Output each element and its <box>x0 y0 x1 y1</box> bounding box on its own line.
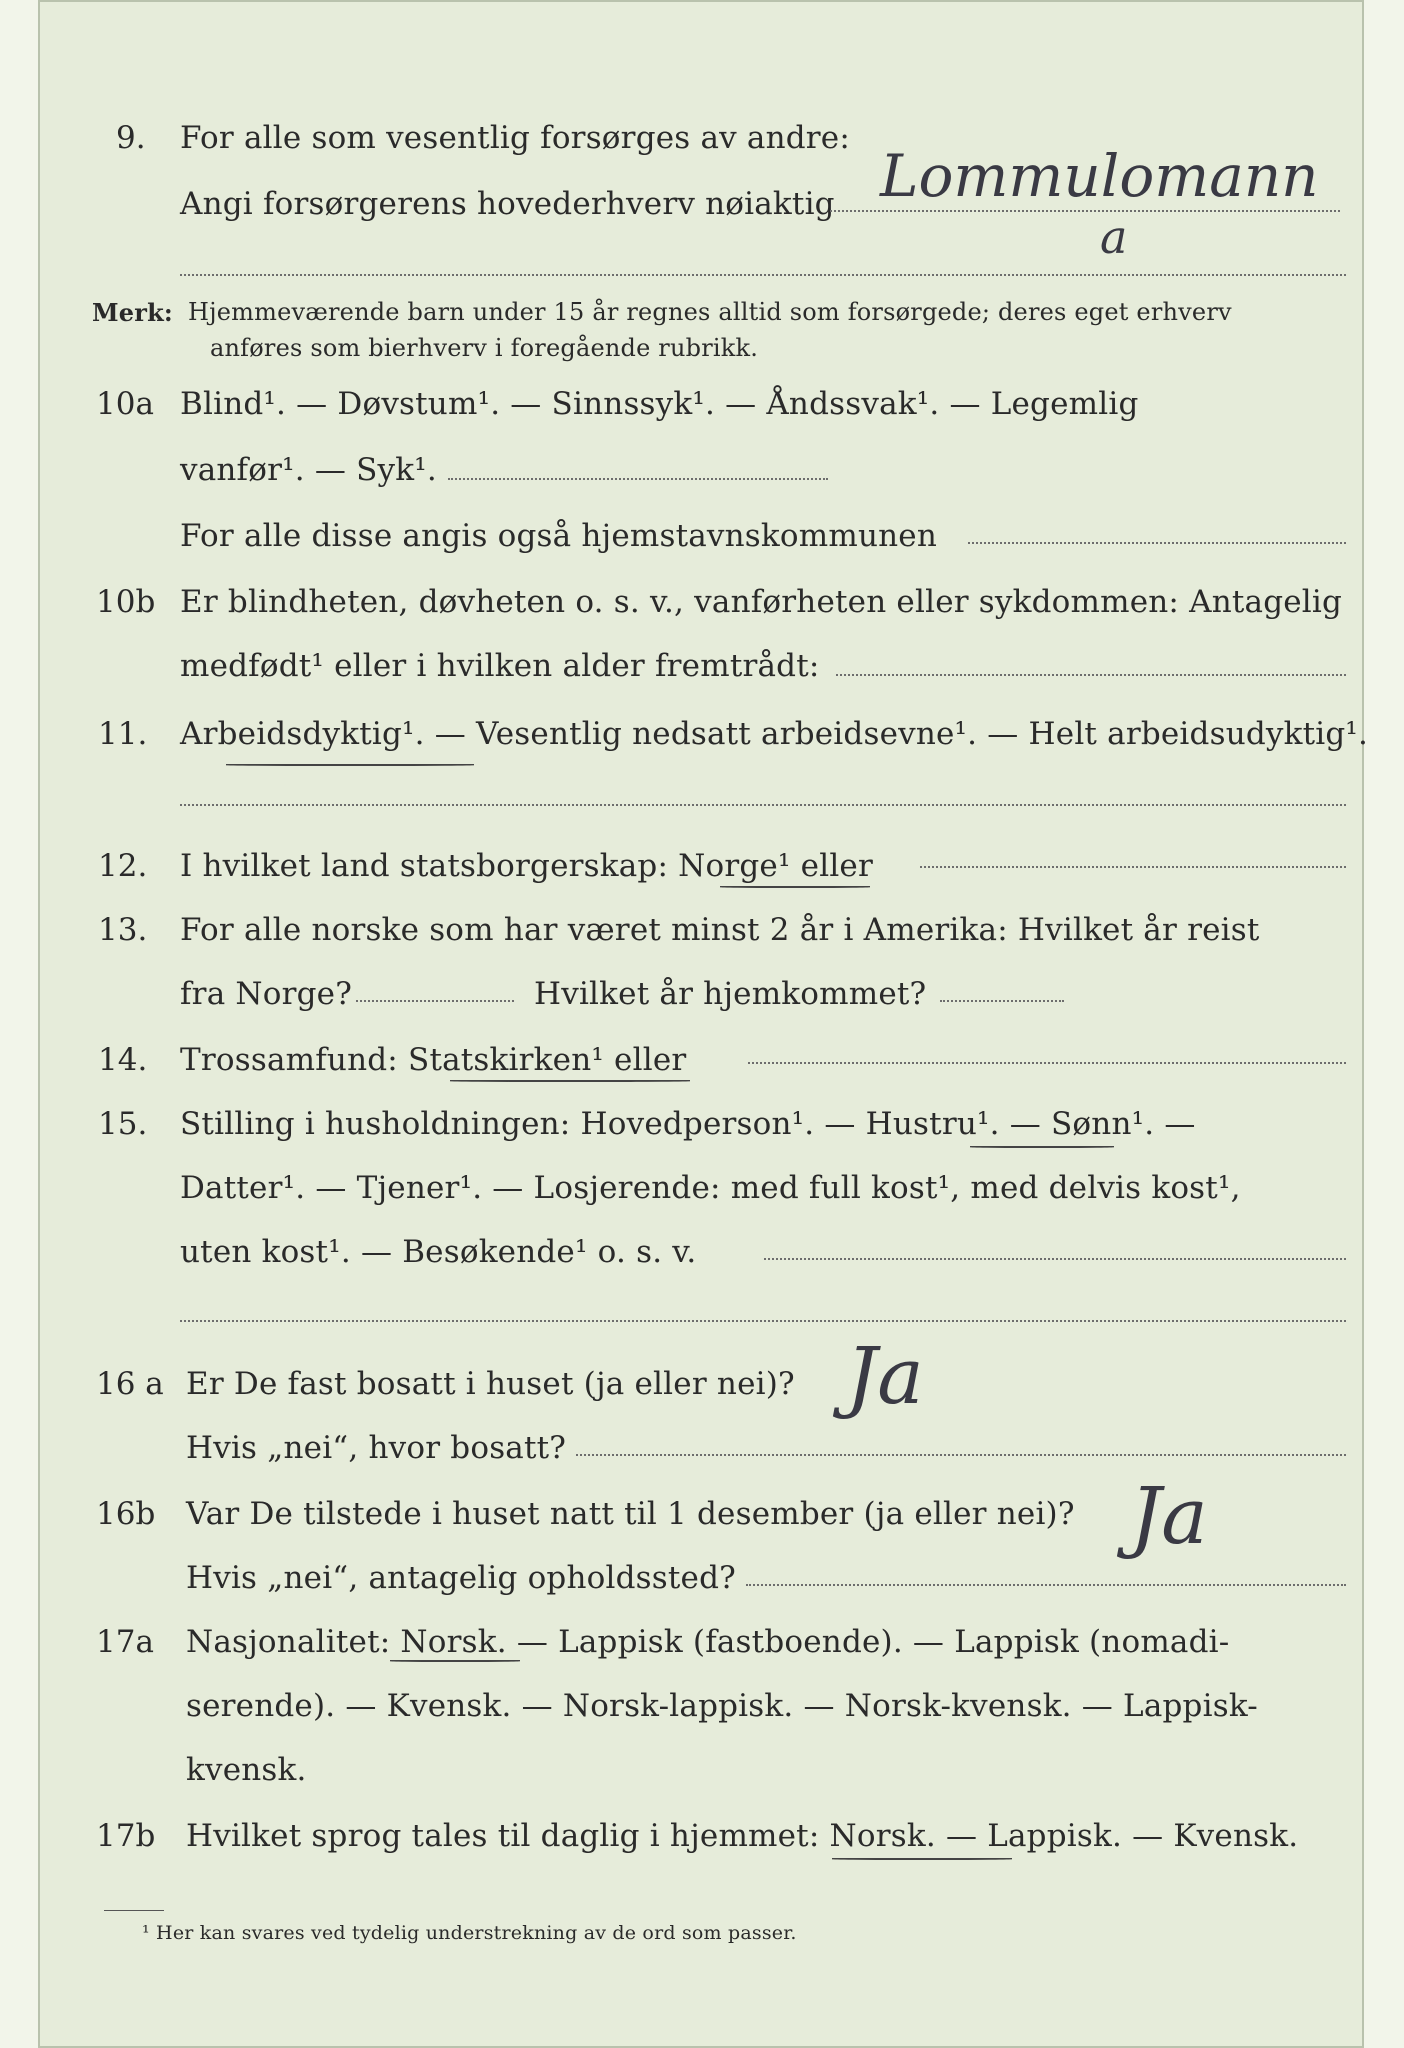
q15-line3-blank <box>764 1258 1346 1260</box>
q13-line2b: Hvilket år hjemkommet? <box>534 976 927 1012</box>
q15-underline-mark <box>970 1146 1114 1148</box>
q16b-line2-blank <box>746 1584 1346 1586</box>
merk-label: Merk: <box>92 298 173 327</box>
q13-number: 13. <box>98 912 148 948</box>
q10a-line1: Blind¹. — Døvstum¹. — Sinnssyk¹. — Åndssvak¹. — Legemlig <box>180 386 1139 422</box>
q13-line1: For alle norske som har været minst 2 år i Amerika: Hvilket år reist <box>180 912 1260 948</box>
q9-handwritten-answer: Lommulomann <box>880 142 1319 210</box>
q14-line1: Trossamfund: Statskirken¹ eller <box>180 1042 687 1078</box>
q10a-line3: For alle disse angis også hjemstavnskommunen <box>180 518 937 554</box>
q17a-line1: Nasjonalitet: Norsk. — Lappisk (fastboende). — Lappisk (nomadi- <box>186 1624 1230 1660</box>
q17a-number: 17a <box>96 1624 154 1660</box>
q12-number: 12. <box>98 848 148 884</box>
q10b-line2-blank <box>836 674 1346 676</box>
q11-number: 11. <box>98 716 148 752</box>
q9-number: 9. <box>116 120 146 156</box>
q11-line1: Arbeidsdyktig¹. — Vesentlig nedsatt arbeidsevne¹. — Helt arbeidsudyktig¹. <box>180 716 1369 752</box>
q13-line2a: fra Norge? <box>180 976 353 1012</box>
q15-line3: uten kost¹. — Besøkende¹ o. s. v. <box>180 1234 697 1270</box>
q9-line2: Angi forsørgerens hovederhverv nøiaktig <box>180 186 835 222</box>
q17a-line3: kvensk. <box>186 1752 307 1788</box>
q12-line1-blank <box>920 866 1346 868</box>
q10a-line2: vanfør¹. — Syk¹. <box>180 452 437 488</box>
q12-line1: I hvilket land statsborgerskap: Norge¹ eller <box>180 848 873 884</box>
q13-line2a-blank <box>356 1000 514 1002</box>
q17a-underline-mark <box>390 1660 520 1662</box>
q17b-line1: Hvilket sprog tales til daglig i hjemmet: Norsk. — Lappisk. — Kvensk. <box>186 1818 1299 1854</box>
q16a-line1: Er De fast bosatt i huset (ja eller nei)? <box>186 1366 795 1402</box>
q10a-line2-blank <box>448 478 828 480</box>
q16a-handwritten-answer: Ja <box>846 1332 924 1422</box>
footnote: ¹ Her kan svares ved tydelig understrekning av de ord som passer. <box>142 1922 797 1944</box>
q16a-number: 16 a <box>96 1366 164 1402</box>
q15-extra-line <box>180 1320 1346 1322</box>
q16b-handwritten-answer: Ja <box>1130 1472 1208 1562</box>
q17b-underline-mark <box>832 1858 1012 1860</box>
q15-line2: Datter¹. — Tjener¹. — Losjerende: med full kost¹, med delvis kost¹, <box>180 1170 1241 1206</box>
q15-number: 15. <box>98 1106 148 1142</box>
q9-answer-line <box>830 210 1340 212</box>
q16b-line2: Hvis „nei“, antagelig opholdssted? <box>186 1560 736 1596</box>
q10a-number: 10a <box>96 386 154 422</box>
q10a-line3-blank <box>968 542 1346 544</box>
census-form-page <box>38 0 1369 2048</box>
q14-line1-blank <box>748 1062 1346 1064</box>
merk-line2: anføres som bierhverv i foregående rubrikk. <box>210 334 759 362</box>
q17a-line2: serende). — Kvensk. — Norsk-lappisk. — Norsk-kvensk. — Lappisk- <box>186 1688 1258 1724</box>
q10b-number: 10b <box>96 584 156 620</box>
merk-line1: Hjemmeværende barn under 15 år regnes alltid som forsørgede; deres eget erhverv <box>188 298 1232 326</box>
footnote-separator <box>104 1910 164 1911</box>
q15-line1: Stilling i husholdningen: Hovedperson¹. — Hustru¹. — Sønn¹. — <box>180 1106 1196 1142</box>
q16a-line2: Hvis „nei“, hvor bosatt? <box>186 1430 567 1466</box>
q13-line2b-blank <box>940 1000 1064 1002</box>
q17b-number: 17b <box>96 1818 156 1854</box>
q12-underline-mark <box>720 886 870 888</box>
q9-handwritten-answer-tail: a <box>1100 210 1128 264</box>
q14-underline-mark <box>450 1080 690 1082</box>
q10b-line2: medfødt¹ eller i hvilken alder fremtrådt: <box>180 648 820 684</box>
q11-extra-line <box>180 804 1346 806</box>
q9-extra-line <box>180 274 1346 276</box>
q10b-line1: Er blindheten, døvheten o. s. v., vanførheten eller sykdommen: Antagelig <box>180 584 1343 620</box>
q14-number: 14. <box>98 1042 148 1078</box>
q16a-line2-blank <box>576 1454 1346 1456</box>
q16b-number: 16b <box>96 1496 156 1532</box>
q11-underline-mark <box>226 764 474 766</box>
q9-line1: For alle som vesentlig forsørges av andre: <box>180 120 850 156</box>
q16b-line1: Var De tilstede i huset natt til 1 desember (ja eller nei)? <box>186 1496 1075 1532</box>
